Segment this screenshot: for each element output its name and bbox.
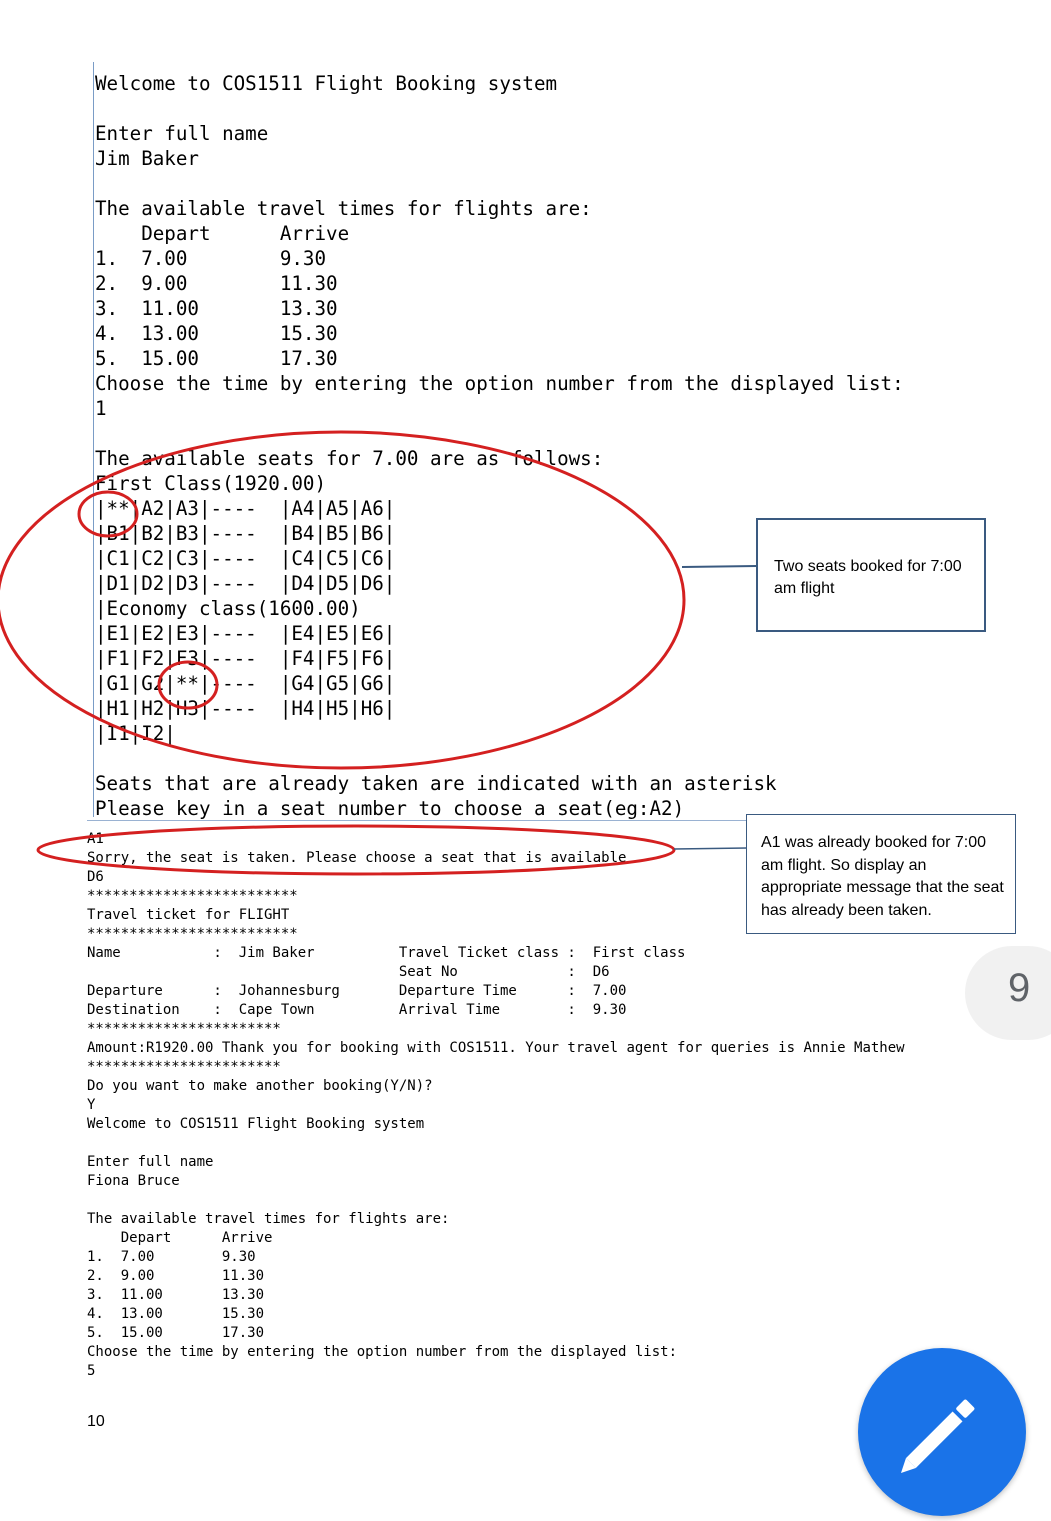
seat-taken-message: Sorry, the seat is taken. Please choose a seat that is available	[87, 850, 627, 866]
console-line: A1	[87, 831, 104, 847]
seat-map-highlight-ellipse	[0, 432, 684, 768]
console-line: Do you want to make another booking(Y/N)?	[87, 1078, 433, 1094]
seat-taken-message-ellipse	[38, 826, 674, 874]
console-line: 2. 9.00 11.30	[87, 1268, 265, 1284]
console-line: 1. 7.00 9.30	[95, 247, 327, 270]
page-number-badge-text: 9	[1008, 966, 1031, 1010]
console-line: 2. 9.00 11.30	[95, 272, 338, 295]
booked-seat-a1-circle	[79, 492, 137, 536]
console-line: Enter full name	[95, 122, 269, 145]
console-line: ***********************	[87, 1021, 281, 1037]
seat-row-e: |E1|E2|E3|---- |E4|E5|E6|	[95, 622, 396, 645]
seat-row-g: |G1|G2|**|---- |G4|G5|G6|	[95, 672, 396, 695]
ticket-heading: Travel ticket for FLIGHT	[87, 907, 290, 923]
seat-row-b: |B1|B2|B3|---- |B4|B5|B6|	[95, 522, 396, 545]
console-line: 3. 11.00 13.30	[95, 297, 338, 320]
console-line: Welcome to COS1511 Flight Booking system	[95, 72, 558, 95]
console-line: 1. 7.00 9.30	[87, 1249, 256, 1265]
console-line: 5. 15.00 17.30	[95, 347, 338, 370]
callout-seat-already-taken	[746, 814, 1016, 934]
console-line: Choose the time by entering the option number from the displayed list:	[95, 372, 904, 395]
console-line: Depart Arrive	[87, 1230, 273, 1246]
console-line: *************************	[87, 926, 298, 942]
callout-text: A1 was already booked for 7:00 am flight. So display an appropriate message that the seat has already been taken.	[761, 834, 1004, 919]
console-line: Choose the time by entering the option number from the displayed list:	[87, 1344, 678, 1360]
edit-fab-button[interactable]	[858, 1348, 1026, 1516]
ticket-amount: Amount:R1920.00 Thank you for booking with COS1511. Your travel agent for queries is Annie Mathew	[87, 1040, 905, 1056]
seat-row-a: |**|A2|A3|---- |A4|A5|A6|	[95, 497, 396, 520]
ticket-row: Destination : Cape Town Arrival Time : 9.30	[87, 1002, 627, 1018]
console-line: |Economy class(1600.00)	[95, 597, 361, 620]
pencil-edit-icon	[858, 1348, 1026, 1516]
console-line: 4. 13.00 15.30	[87, 1306, 265, 1322]
seat-row-c: |C1|C2|C3|---- |C4|C5|C6|	[95, 547, 396, 570]
console-line: Welcome to COS1511 Flight Booking system	[87, 1116, 425, 1132]
ticket-row: Departure : Johannesburg Departure Time : 7.00	[87, 983, 627, 999]
console-line: 1	[95, 397, 107, 420]
seat-row-h: |H1|H2|H3|---- |H4|H5|H6|	[95, 697, 396, 720]
console-line: D6	[87, 869, 104, 885]
callout-1-connector	[682, 566, 757, 567]
console-line: The available seats for 7.00 are as follows:	[95, 447, 604, 470]
console-line: The available travel times for flights are:	[95, 197, 592, 220]
seat-row-d: |D1|D2|D3|---- |D4|D5|D6|	[95, 572, 396, 595]
callout-two-seats-booked	[756, 518, 986, 632]
page-footer-number: 10	[87, 1413, 105, 1430]
callout-2-connector	[674, 848, 747, 849]
booked-seat-g3-circle	[159, 662, 217, 708]
ticket-row: Seat No : D6	[87, 964, 610, 980]
console-line: Y	[87, 1097, 96, 1113]
console-line: Depart Arrive	[95, 222, 350, 245]
console-line: Jim Baker	[95, 147, 199, 170]
console-line: 3. 11.00 13.30	[87, 1287, 265, 1303]
console-line: Seats that are already taken are indicated with an asterisk	[95, 772, 777, 795]
seat-row-i: |I1|I2|	[95, 722, 176, 745]
console-line: 5. 15.00 17.30	[87, 1325, 265, 1341]
console-line: Fiona Bruce	[87, 1173, 180, 1189]
console-line: Enter full name	[87, 1154, 214, 1170]
console-line: ***********************	[87, 1059, 281, 1075]
console-line: First Class(1920.00)	[95, 472, 327, 495]
ticket-row: Name : Jim Baker Travel Ticket class : First class	[87, 945, 686, 961]
console-line: Please key in a seat number to choose a seat(eg:A2)	[95, 797, 685, 820]
console-line: 5	[87, 1363, 96, 1379]
console-line: *************************	[87, 888, 298, 904]
console-line: 4. 13.00 15.30	[95, 322, 338, 345]
callout-text: Two seats booked for 7:00 am flight	[774, 558, 962, 597]
seat-row-f: |F1|F2|F3|---- |F4|F5|F6|	[95, 647, 396, 670]
console-line: The available travel times for flights are:	[87, 1211, 450, 1227]
